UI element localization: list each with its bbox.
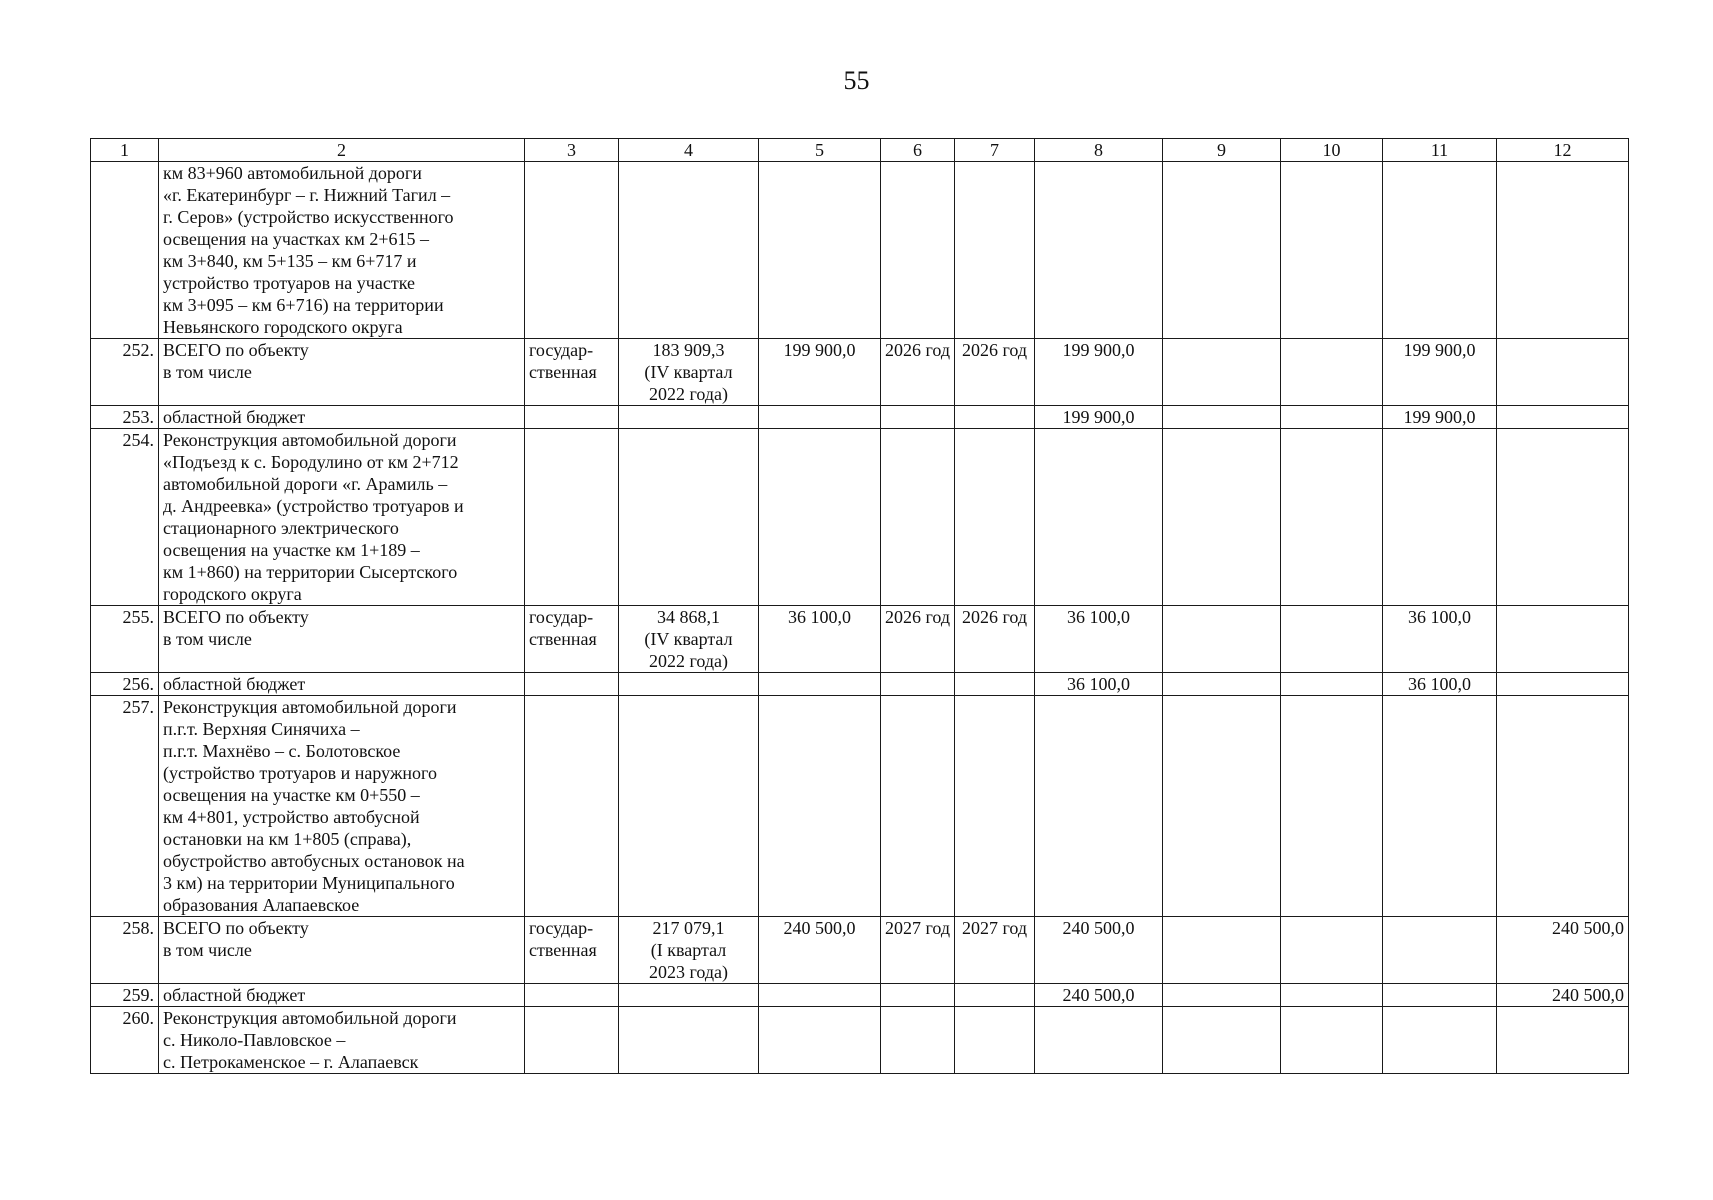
- total-cost-cell: 36 100,0: [759, 606, 881, 673]
- total-cost-cell: 240 500,0: [759, 917, 881, 984]
- column-header: 4: [619, 139, 759, 162]
- object-name-cell: ВСЕГО по объекту в том числе: [159, 339, 525, 406]
- amount-col9-cell: [1163, 339, 1281, 406]
- end-year-cell: [955, 1007, 1035, 1074]
- object-name-cell: областной бюджет: [159, 673, 525, 696]
- column-header: 8: [1035, 139, 1163, 162]
- row-number-cell: 252.: [91, 339, 159, 406]
- table-row: [91, 339, 1629, 406]
- amount-col10-cell: [1281, 429, 1383, 606]
- start-year-cell: [881, 673, 955, 696]
- amount-col11-cell: [1383, 984, 1497, 1007]
- amount-col9-cell: [1163, 406, 1281, 429]
- amount-col8-cell: [1035, 696, 1163, 917]
- object-name-cell: областной бюджет: [159, 406, 525, 429]
- row-number-cell: 255.: [91, 606, 159, 673]
- column-header: 7: [955, 139, 1035, 162]
- ownership-cell: [525, 162, 619, 339]
- estimated-cost-cell: 217 079,1 (I квартал 2023 года): [619, 917, 759, 984]
- amount-col10-cell: [1281, 406, 1383, 429]
- estimated-cost-cell: [619, 406, 759, 429]
- row-number-cell: 253.: [91, 406, 159, 429]
- estimated-cost-cell: [619, 162, 759, 339]
- object-name-cell: Реконструкция автомобильной дороги п.г.т. Верхняя Синячиха – п.г.т. Махнёво – с. Болотовское (устройство тротуаров и наружного освещения на участке км 0+550 – км 4+801, устройство автобусной остановки на км 1+805 (справа), обустройство автобусных остановок на 3 км) на территории Муниципального образования Алапаевское: [159, 696, 525, 917]
- end-year-cell: [955, 673, 1035, 696]
- amount-col10-cell: [1281, 673, 1383, 696]
- amount-col8-cell: 199 900,0: [1035, 339, 1163, 406]
- end-year-cell: 2026 год: [955, 339, 1035, 406]
- estimated-cost-cell: [619, 1007, 759, 1074]
- total-cost-cell: [759, 696, 881, 917]
- table-row: [91, 917, 1629, 984]
- column-header: 3: [525, 139, 619, 162]
- amount-col11-cell: [1383, 696, 1497, 917]
- total-cost-cell: [759, 984, 881, 1007]
- table-row: [91, 696, 1629, 917]
- start-year-cell: [881, 429, 955, 606]
- amount-col8-cell: 199 900,0: [1035, 406, 1163, 429]
- ownership-cell: [525, 673, 619, 696]
- total-cost-cell: [759, 162, 881, 339]
- row-number-cell: 257.: [91, 696, 159, 917]
- start-year-cell: 2026 год: [881, 606, 955, 673]
- object-name-cell: км 83+960 автомобильной дороги «г. Екатеринбург – г. Нижний Тагил – г. Серов» (устройство искусственного освещения на участках км 2+615 – км 3+840, км 5+135 – км 6+717 и устройство тротуаров на участке км 3+095 – км 6+716) на территории Невьянского городского округа: [159, 162, 525, 339]
- row-number-cell: 254.: [91, 429, 159, 606]
- total-cost-cell: [759, 429, 881, 606]
- start-year-cell: [881, 1007, 955, 1074]
- amount-col12-cell: 240 500,0: [1497, 984, 1629, 1007]
- ownership-cell: государ- ственная: [525, 917, 619, 984]
- start-year-cell: [881, 406, 955, 429]
- ownership-cell: [525, 984, 619, 1007]
- ownership-cell: [525, 1007, 619, 1074]
- start-year-cell: [881, 984, 955, 1007]
- total-cost-cell: [759, 406, 881, 429]
- total-cost-cell: 199 900,0: [759, 339, 881, 406]
- amount-col10-cell: [1281, 162, 1383, 339]
- amount-col11-cell: [1383, 1007, 1497, 1074]
- amount-col12-cell: 240 500,0: [1497, 917, 1629, 984]
- amount-col11-cell: 199 900,0: [1383, 339, 1497, 406]
- column-header: 1: [91, 139, 159, 162]
- table-row: [91, 984, 1629, 1007]
- amount-col11-cell: [1383, 162, 1497, 339]
- amount-col12-cell: [1497, 673, 1629, 696]
- estimated-cost-cell: [619, 429, 759, 606]
- table-row: [91, 673, 1629, 696]
- estimated-cost-cell: 183 909,3 (IV квартал 2022 года): [619, 339, 759, 406]
- end-year-cell: [955, 696, 1035, 917]
- ownership-cell: [525, 696, 619, 917]
- amount-col10-cell: [1281, 1007, 1383, 1074]
- ownership-cell: [525, 429, 619, 606]
- amount-col8-cell: 240 500,0: [1035, 984, 1163, 1007]
- end-year-cell: [955, 406, 1035, 429]
- estimated-cost-cell: [619, 984, 759, 1007]
- row-number-cell: [91, 162, 159, 339]
- end-year-cell: [955, 984, 1035, 1007]
- amount-col12-cell: [1497, 162, 1629, 339]
- ownership-cell: государ- ственная: [525, 339, 619, 406]
- amount-col10-cell: [1281, 339, 1383, 406]
- table-row: [91, 406, 1629, 429]
- investment-table: [90, 138, 1629, 1074]
- amount-col9-cell: [1163, 917, 1281, 984]
- total-cost-cell: [759, 673, 881, 696]
- amount-col9-cell: [1163, 984, 1281, 1007]
- amount-col9-cell: [1163, 162, 1281, 339]
- amount-col12-cell: [1497, 1007, 1629, 1074]
- column-header: 12: [1497, 139, 1629, 162]
- end-year-cell: [955, 429, 1035, 606]
- table-row: [91, 1007, 1629, 1074]
- header-row: [91, 139, 1629, 162]
- amount-col9-cell: [1163, 673, 1281, 696]
- estimated-cost-cell: [619, 696, 759, 917]
- end-year-cell: [955, 162, 1035, 339]
- estimated-cost-cell: 34 868,1 (IV квартал 2022 года): [619, 606, 759, 673]
- amount-col11-cell: 199 900,0: [1383, 406, 1497, 429]
- row-number-cell: 260.: [91, 1007, 159, 1074]
- row-number-cell: 258.: [91, 917, 159, 984]
- amount-col12-cell: [1497, 406, 1629, 429]
- estimated-cost-cell: [619, 673, 759, 696]
- ownership-cell: [525, 406, 619, 429]
- amount-col12-cell: [1497, 696, 1629, 917]
- amount-col12-cell: [1497, 606, 1629, 673]
- column-header: 5: [759, 139, 881, 162]
- column-header: 6: [881, 139, 955, 162]
- amount-col8-cell: [1035, 429, 1163, 606]
- start-year-cell: [881, 696, 955, 917]
- amount-col9-cell: [1163, 429, 1281, 606]
- amount-col10-cell: [1281, 917, 1383, 984]
- amount-col12-cell: [1497, 429, 1629, 606]
- page-number: 55: [843, 66, 870, 95]
- table-row: [91, 606, 1629, 673]
- table-row: [91, 162, 1629, 339]
- column-header: 9: [1163, 139, 1281, 162]
- amount-col8-cell: 240 500,0: [1035, 917, 1163, 984]
- start-year-cell: [881, 162, 955, 339]
- amount-col12-cell: [1497, 339, 1629, 406]
- column-header: 2: [159, 139, 525, 162]
- end-year-cell: 2027 год: [955, 917, 1035, 984]
- object-name-cell: Реконструкция автомобильной дороги «Подъезд к с. Бородулино от км 2+712 автомобильной дороги «г. Арамиль – д. Андреевка» (устройство тротуаров и стационарного электрического освещения на участке км 1+189 – км 1+860) на территории Сысертского городского округа: [159, 429, 525, 606]
- amount-col11-cell: [1383, 429, 1497, 606]
- table-row: [91, 429, 1629, 606]
- end-year-cell: 2026 год: [955, 606, 1035, 673]
- amount-col11-cell: 36 100,0: [1383, 606, 1497, 673]
- object-name-cell: областной бюджет: [159, 984, 525, 1007]
- column-header: 11: [1383, 139, 1497, 162]
- total-cost-cell: [759, 1007, 881, 1074]
- object-name-cell: Реконструкция автомобильной дороги с. Николо-Павловское – с. Петрокаменское – г. Алапаевск: [159, 1007, 525, 1074]
- start-year-cell: 2027 год: [881, 917, 955, 984]
- row-number-cell: 256.: [91, 673, 159, 696]
- amount-col11-cell: 36 100,0: [1383, 673, 1497, 696]
- amount-col9-cell: [1163, 696, 1281, 917]
- amount-col10-cell: [1281, 696, 1383, 917]
- object-name-cell: ВСЕГО по объекту в том числе: [159, 606, 525, 673]
- ownership-cell: государ- ственная: [525, 606, 619, 673]
- row-number-cell: 259.: [91, 984, 159, 1007]
- amount-col8-cell: [1035, 1007, 1163, 1074]
- amount-col10-cell: [1281, 606, 1383, 673]
- amount-col10-cell: [1281, 984, 1383, 1007]
- amount-col9-cell: [1163, 1007, 1281, 1074]
- amount-col8-cell: [1035, 162, 1163, 339]
- start-year-cell: 2026 год: [881, 339, 955, 406]
- amount-col11-cell: [1383, 917, 1497, 984]
- amount-col8-cell: 36 100,0: [1035, 673, 1163, 696]
- amount-col8-cell: 36 100,0: [1035, 606, 1163, 673]
- column-header: 10: [1281, 139, 1383, 162]
- amount-col9-cell: [1163, 606, 1281, 673]
- object-name-cell: ВСЕГО по объекту в том числе: [159, 917, 525, 984]
